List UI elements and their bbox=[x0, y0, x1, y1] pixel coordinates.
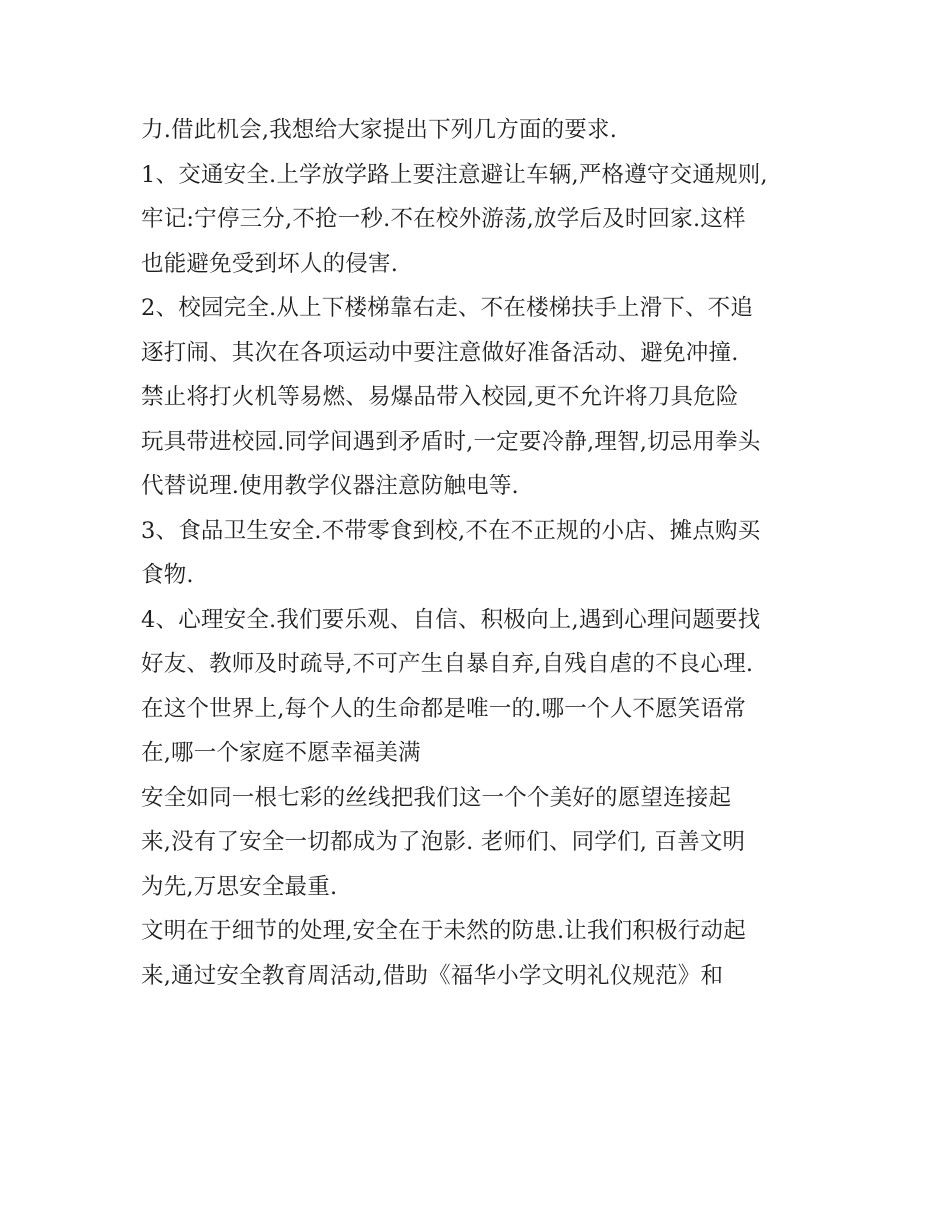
text-line-3: 牢记:宁停三分,不抢一秒.不在校外游荡,放学后及时回家.这样 bbox=[141, 206, 746, 232]
text-line-15: 在,哪一个家庭不愿幸福美满 bbox=[141, 740, 421, 766]
text-line-11: 食物. bbox=[141, 562, 194, 588]
text-line-2: 1、交通安全.上学放学路上要注意避让车辆,严格遵守交通规则, bbox=[141, 161, 768, 188]
text-line-20: 来,通过安全教育周活动,借助《福华小学文明礼仪规范》和 bbox=[141, 962, 724, 989]
text-line-8: 玩具带进校园.同学间遇到矛盾时,一定要冷静,理智,切忌用拳头 bbox=[141, 428, 761, 455]
text-line-14: 在这个世界上,每个人的生命都是唯一的.哪一个人不愿笑语常 bbox=[141, 695, 746, 722]
text-line-16: 安全如同一根七彩的丝线把我们这一个个美好的愿望连接起 bbox=[141, 784, 732, 811]
text-line-1: 力.借此机会,我想给大家提出下列几方面的要求. bbox=[141, 117, 618, 143]
text-line-6: 逐打闹、其次在各项运动中要注意做好准备活动、避免冲撞. bbox=[141, 339, 739, 366]
text-line-18: 为先,万思安全最重. bbox=[141, 873, 338, 900]
text-line-10: 3、食品卫生安全.不带零食到校,不在不正规的小店、摊点购买 bbox=[141, 517, 761, 544]
text-line-12: 4、心理安全.我们要乐观、自信、积极向上,遇到心理问题要找 bbox=[141, 606, 761, 633]
text-line-17: 来,没有了安全一切都成为了泡影. 老师们、同学们, 百善文明 bbox=[141, 829, 746, 855]
document-body bbox=[141, 108, 821, 998]
text-line-4: 也能避免受到坏人的侵害. bbox=[141, 250, 399, 277]
text-line-5: 2、校园完全.从上下楼梯靠右走、不在楼梯扶手上滑下、不追 bbox=[141, 295, 754, 321]
text-line-7: 禁止将打火机等易燃、易爆品带入校园,更不允许将刀具危险 bbox=[141, 384, 739, 410]
text-line-9: 代替说理.使用教学仪器注意防触电等. bbox=[141, 473, 519, 499]
text-line-13: 好友、教师及时疏导,不可产生自暴自弃,自残自虐的不良心理. bbox=[141, 651, 754, 677]
text-line-19: 文明在于细节的处理,安全在于未然的防患.让我们积极行动起 bbox=[141, 918, 746, 944]
